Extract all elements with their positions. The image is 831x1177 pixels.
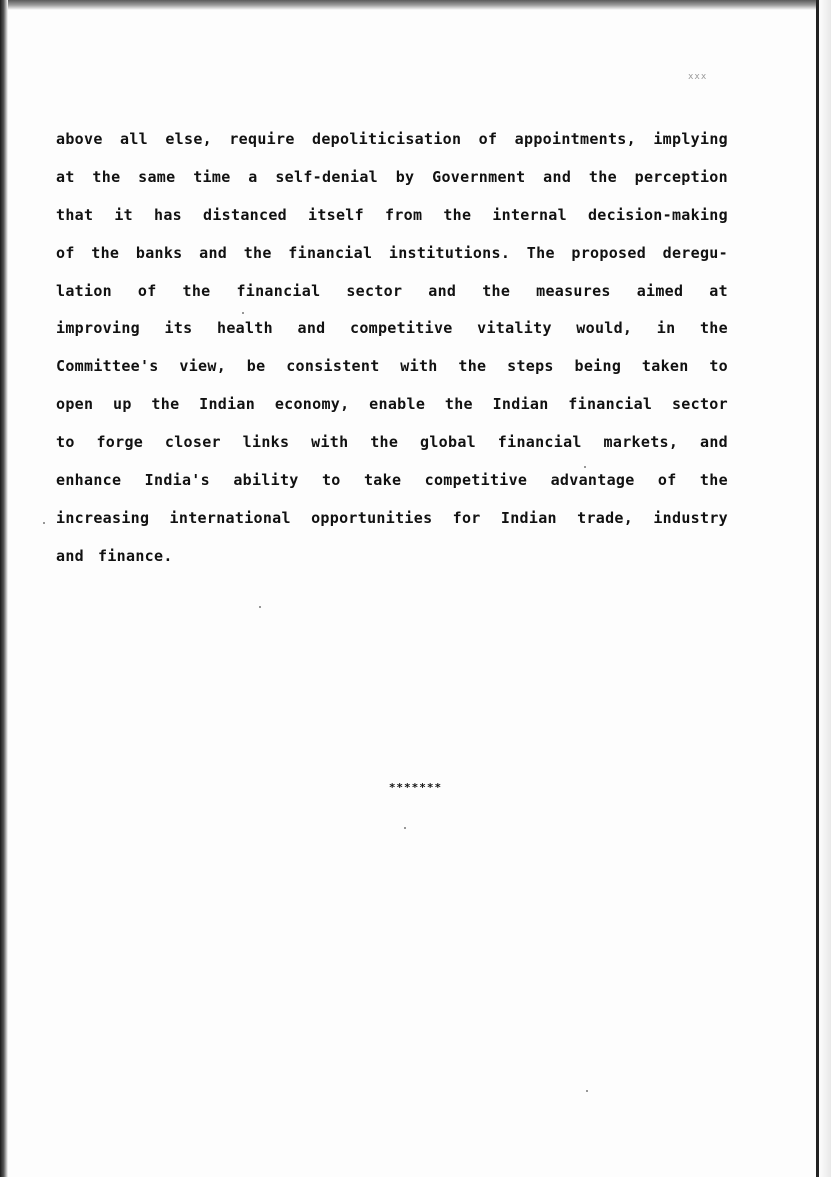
text-line <box>56 319 728 357</box>
word: decision-making <box>587 205 728 224</box>
word: financial <box>236 281 321 300</box>
word: and <box>56 546 84 565</box>
word: would, <box>576 319 633 338</box>
word: itself <box>307 205 364 224</box>
word: take <box>363 471 402 490</box>
word: improving <box>56 319 140 338</box>
text-line <box>56 130 728 168</box>
scan-speck <box>43 522 45 524</box>
word: economy, <box>274 395 350 414</box>
word: financial <box>568 395 653 414</box>
text-line <box>56 547 728 585</box>
word: same <box>138 167 176 186</box>
word: in <box>656 319 676 338</box>
word: appointments, <box>514 130 636 148</box>
word: of <box>478 130 498 148</box>
word: health <box>216 319 273 338</box>
word: Indian <box>492 395 549 414</box>
word: of <box>657 471 677 490</box>
word: view, <box>179 357 227 376</box>
word: enable <box>369 395 426 414</box>
word: the <box>699 471 728 490</box>
body-paragraph <box>56 130 728 585</box>
word: depoliticisation <box>312 130 462 148</box>
word: enhance <box>56 471 122 490</box>
word: of <box>56 243 75 262</box>
word: it <box>114 205 133 224</box>
word: its <box>164 319 193 338</box>
word: advantage <box>550 471 635 490</box>
word: open <box>56 395 94 414</box>
word: the <box>243 243 272 262</box>
word: international <box>169 508 291 527</box>
word: aimed <box>636 281 684 300</box>
word: at <box>56 167 75 186</box>
word: the <box>699 319 728 338</box>
word: and <box>199 243 228 262</box>
text-line <box>56 471 728 509</box>
text-line <box>56 357 728 395</box>
scan-right-margin <box>819 0 831 1177</box>
word: consistent <box>286 357 380 376</box>
word: the <box>151 395 180 414</box>
word: and <box>699 433 728 452</box>
word: self-denial <box>275 167 378 186</box>
scan-speck <box>586 1090 588 1092</box>
word: up <box>113 395 132 414</box>
text-line <box>56 206 728 244</box>
word: forge <box>96 433 144 452</box>
word: that <box>56 205 94 224</box>
word: for <box>452 508 481 527</box>
section-divider: ******* <box>388 781 443 794</box>
word: of <box>137 281 157 300</box>
text-line <box>56 395 728 433</box>
text-line <box>56 168 728 206</box>
word: steps <box>507 357 554 376</box>
word: Indian <box>500 508 557 527</box>
scan-speck <box>404 827 406 829</box>
word: at <box>709 281 728 300</box>
word: measures <box>536 281 611 300</box>
word: global <box>420 433 476 452</box>
scan-left-edge <box>0 0 8 1177</box>
word: a <box>248 167 258 186</box>
word: perception <box>634 167 728 186</box>
word: being <box>574 357 622 376</box>
word: to <box>56 433 75 452</box>
word: from <box>384 205 423 224</box>
word: institutions. <box>388 243 511 262</box>
word: all <box>120 130 148 148</box>
word: financial <box>288 243 373 262</box>
word: Indian <box>199 395 256 414</box>
word: sector <box>346 281 403 300</box>
word: the <box>370 433 399 452</box>
word: the <box>91 243 120 262</box>
word: the <box>443 205 472 224</box>
scan-speck <box>584 466 586 468</box>
text-line <box>56 509 728 547</box>
scan-speck <box>242 312 244 314</box>
word: with <box>311 433 349 452</box>
word: the <box>182 281 211 300</box>
word: has <box>154 205 182 224</box>
word: finance. <box>98 546 173 565</box>
text-line <box>56 433 728 471</box>
word: to <box>709 357 728 376</box>
word: trade, <box>577 508 634 527</box>
word: competitive <box>349 319 453 338</box>
page-number: ххх <box>688 72 708 82</box>
word: vitality <box>477 319 552 338</box>
word: closer <box>164 433 221 452</box>
word: competitive <box>424 471 528 490</box>
word: deregu- <box>662 243 728 262</box>
word: the <box>92 167 121 186</box>
word: the <box>444 395 473 414</box>
word: distanced <box>203 205 287 224</box>
word: financial <box>497 433 582 452</box>
word: links <box>242 433 290 452</box>
word: by <box>395 167 415 186</box>
word: increasing <box>56 508 150 527</box>
word: to <box>321 471 341 490</box>
text-line <box>56 244 728 282</box>
word: internal <box>492 205 567 224</box>
word: taken <box>641 357 689 376</box>
word: implying <box>653 130 728 148</box>
word: Committee's <box>56 357 159 376</box>
word: opportunities <box>311 508 433 527</box>
word: the <box>458 357 487 376</box>
word: else, <box>165 130 212 148</box>
word: Government <box>432 167 526 186</box>
word: proposed <box>571 243 647 262</box>
word: ability <box>233 471 299 490</box>
word: industry <box>653 508 728 527</box>
word: markets, <box>603 433 679 452</box>
word: and <box>428 281 457 300</box>
word: India's <box>144 471 210 490</box>
word: and <box>297 319 326 338</box>
word: banks <box>135 243 183 262</box>
word: lation <box>56 281 112 300</box>
text-line <box>56 282 728 320</box>
scan-right-edge <box>816 0 819 1177</box>
word: be <box>246 357 266 376</box>
word: The <box>526 243 555 262</box>
word: and <box>543 167 572 186</box>
word: sector <box>671 395 728 414</box>
word: above <box>56 130 103 148</box>
word: the <box>588 167 617 186</box>
word: with <box>400 357 438 376</box>
word: require <box>229 130 295 148</box>
word: time <box>193 167 231 186</box>
scan-top-edge <box>0 0 831 10</box>
scan-speck <box>259 606 261 608</box>
word: the <box>482 281 511 300</box>
